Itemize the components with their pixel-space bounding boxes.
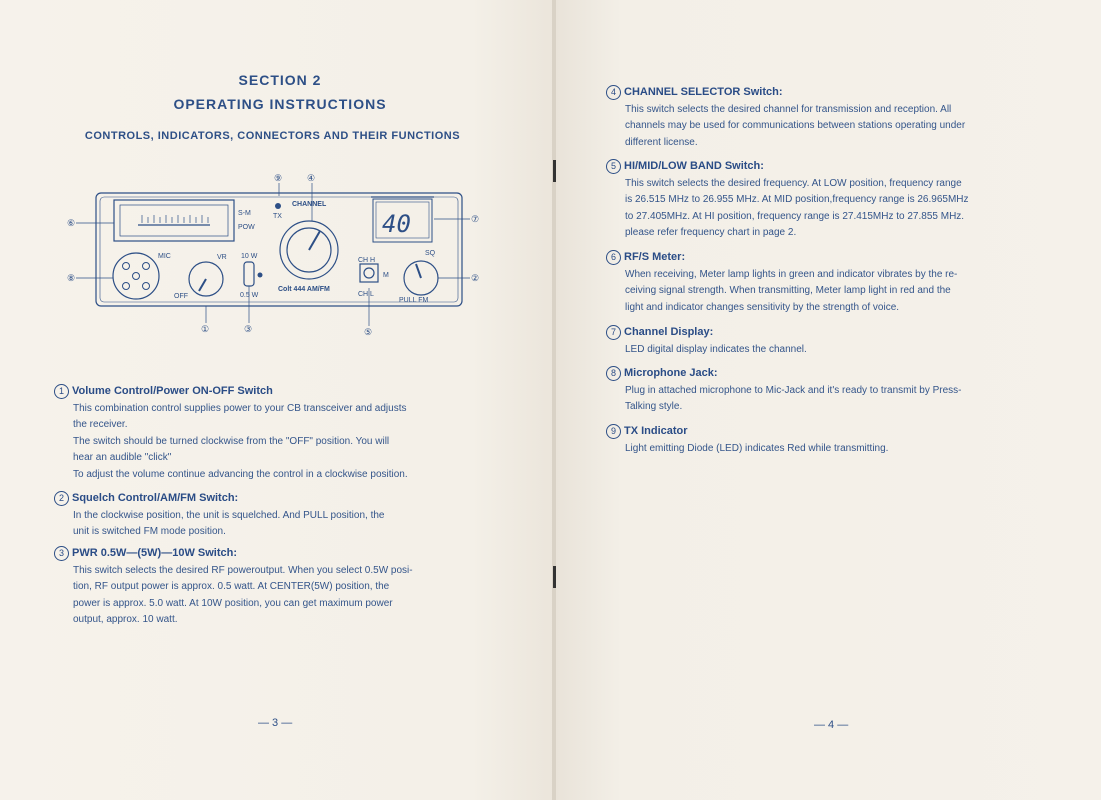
item-heading: PWR 0.5W—(5W)—10W Switch: (72, 547, 238, 559)
channel-label: CHANNEL (292, 201, 327, 208)
item-tx-indicator (606, 423, 1076, 457)
tx-label: TX (273, 213, 282, 220)
ch-h-label: CH H (358, 257, 376, 264)
item-number: 2 (54, 491, 69, 506)
item-line: The switch should be turned clockwise from the "OFF" position. You will (73, 435, 390, 447)
item-squelch-control (54, 490, 494, 541)
item-line: Light emitting Diode (LED) indicates Red while transmitting. (625, 442, 889, 454)
item-line: To adjust the volume continue advancing the control in a clockwise position. (73, 468, 408, 480)
callout-4: ④ (307, 173, 316, 183)
ch-l-label: CH L (358, 291, 374, 298)
page-number-right: — 4 — (814, 719, 849, 731)
item-number: 1 (54, 384, 69, 399)
item-number: 8 (606, 366, 621, 381)
mic-label: MIC (158, 253, 171, 260)
callout-5: ⑤ (364, 327, 373, 337)
pow-label: POW (238, 224, 255, 231)
front-panel-diagram (60, 168, 490, 348)
smeter-label: S-M (238, 210, 251, 217)
item-line: ceiving signal strength. When transmitting, Meter lamp light in red and the (625, 285, 951, 297)
item-line: LED digital display indicates the channel. (625, 343, 807, 355)
page-number-left: — 3 — (258, 717, 293, 729)
m-label: M (383, 272, 389, 279)
item-line: When receiving, Meter lamp lights in green and indicator vibrates by the re- (625, 268, 958, 280)
item-heading: Squelch Control/AM/FM Switch: (72, 492, 239, 504)
item-pwr-switch (54, 545, 494, 629)
item-channel-selector (606, 84, 1076, 151)
item-line: This switch selects the desired RF poweroutput. When you select 0.5W posi- (73, 564, 413, 576)
item-number: 9 (606, 424, 621, 439)
ten-watt-label: 10 W (241, 253, 258, 260)
page-subtitle: CONTROLS, INDICATORS, CONNECTORS AND THEIR FUNCTIONS (84, 130, 461, 142)
vr-label: VR (217, 254, 227, 261)
callout-6: ⑥ (67, 218, 76, 228)
item-heading: TX Indicator (624, 425, 688, 437)
item-line: This switch selects the desired channel for transmission and reception. All (625, 103, 952, 115)
item-heading: Microphone Jack: (624, 367, 718, 379)
channel-display: 40 (382, 210, 411, 238)
item-line: This switch selects the desired frequency. At LOW position, frequency range (625, 177, 962, 189)
page-title: OPERATING INSTRUCTIONS (173, 96, 387, 112)
section-heading: SECTION 2 (238, 72, 322, 88)
item-number: 5 (606, 159, 621, 174)
callout-3: ③ (244, 324, 253, 334)
off-label: OFF (174, 293, 188, 300)
item-volume-control (54, 383, 494, 484)
item-line: the receiver. (73, 419, 128, 431)
item-line: This combination control supplies power to your CB transceiver and adjusts (73, 402, 407, 414)
item-rf-s-meter (606, 249, 1076, 316)
item-line: power is approx. 5.0 watt. At 10W position, you can get maximum power (73, 597, 393, 609)
callout-9: ⑨ (274, 173, 283, 183)
item-line: channels may be used for communications between stations operating under (625, 120, 966, 132)
item-line: tion, RF output power is approx. 0.5 watt. At CENTER(5W) position, the (73, 581, 390, 593)
item-number: 4 (606, 85, 621, 100)
item-microphone-jack (606, 365, 1076, 416)
callout-2: ② (471, 273, 480, 283)
half-watt-label: 0.5 W (240, 292, 259, 299)
item-heading: Channel Display: (624, 326, 714, 338)
item-line: output, approx. 10 watt. (73, 614, 178, 626)
callout-1: ① (201, 324, 210, 334)
item-number: 7 (606, 325, 621, 340)
item-line: light and indicator changes sensitivity by the strength of voice. (625, 301, 900, 313)
brand-label: Colt 444 AM/FM (278, 286, 330, 293)
item-heading: CHANNEL SELECTOR Switch: (624, 86, 783, 98)
item-line: different license. (625, 136, 698, 148)
item-line: Talking style. (625, 401, 683, 413)
callout-8: ⑧ (67, 273, 76, 283)
item-line: Plug in attached microphone to Mic-Jack and it's ready to transmit by Press- (625, 384, 962, 396)
item-line: is 26.515 MHz to 26.955 MHz. At MID position,frequency range is 26.965MHz (625, 194, 969, 206)
callout-7: ⑦ (471, 214, 480, 224)
item-heading: RF/S Meter: (624, 251, 686, 263)
item-line: hear an audible "click" (73, 452, 172, 464)
item-line: In the clockwise position, the unit is squelched. And PULL position, the (73, 509, 385, 521)
item-number: 6 (606, 250, 621, 265)
pull-fm-label: PULL FM (399, 297, 429, 304)
right-page (556, 0, 1101, 800)
item-channel-display (606, 324, 1076, 358)
item-heading: HI/MID/LOW BAND Switch: (624, 160, 764, 172)
sq-label: SQ (425, 250, 436, 257)
item-number: 3 (54, 546, 69, 561)
item-heading: Volume Control/Power ON-OFF Switch (72, 385, 273, 397)
item-line: please refer frequency chart in page 2. (625, 227, 797, 239)
item-line: to 27.405MHz. At HI position, frequency range is 27.415MHz to 27.855 MHz. (625, 210, 965, 222)
item-line: unit is switched FM mode position. (73, 526, 226, 538)
item-band-switch (606, 158, 1076, 242)
